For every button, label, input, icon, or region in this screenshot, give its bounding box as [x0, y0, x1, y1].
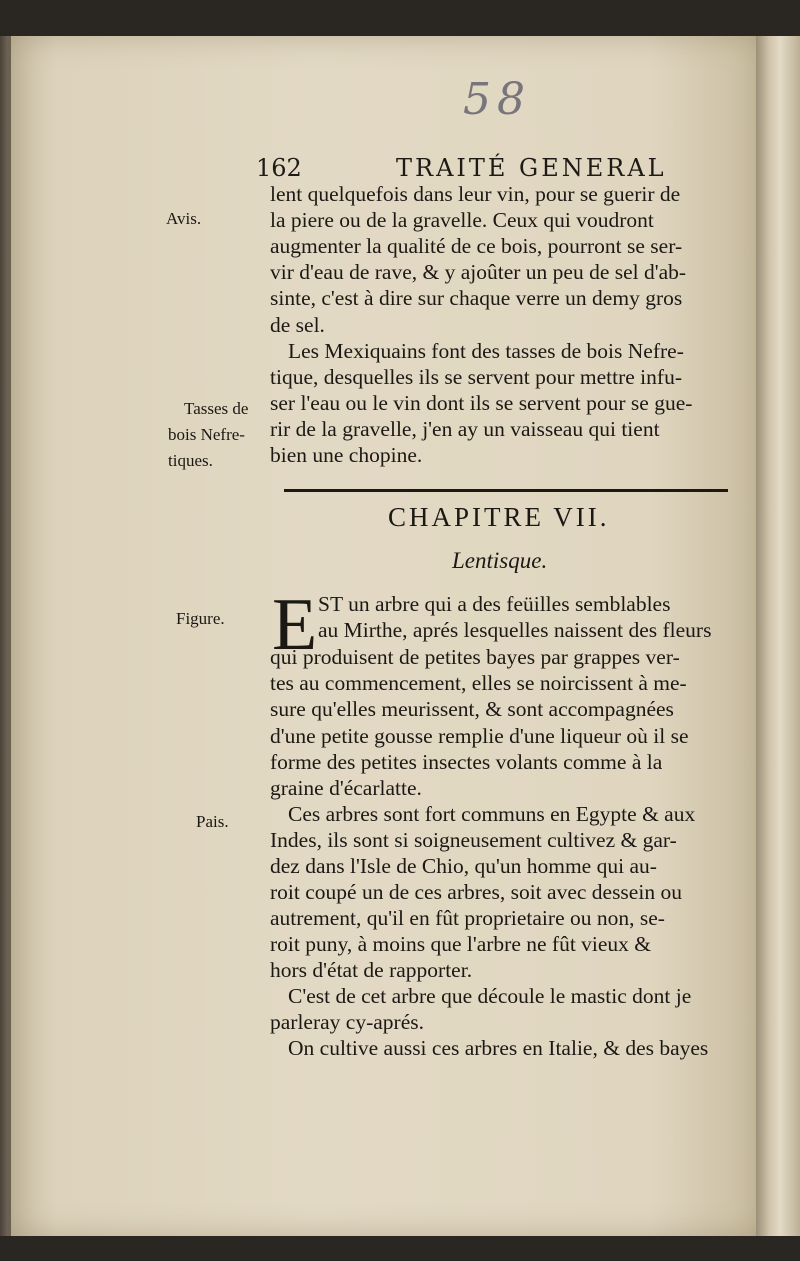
text-line: tes au commencement, elles se noircissent à me- [270, 671, 687, 695]
text-line: Indes, ils sont si soigneusement cultivez & gar- [270, 828, 677, 852]
text-line: roit puny, à moins que l'arbre ne fût vieux & [270, 932, 652, 956]
chapter-title: CHAPITRE VII. [388, 502, 610, 532]
text-line: tique, desquelles ils se servent pour mettre infu- [270, 365, 682, 389]
text-line: sinte, c'est à dire sur chaque verre un demy gros [270, 286, 683, 310]
section-rule [284, 489, 728, 492]
text-line: roit coupé un de ces arbres, soit avec dessein ou [270, 880, 682, 904]
text-line: qui produisent de petites bayes par grappes ver- [270, 645, 680, 669]
page-number: 162 [256, 154, 302, 182]
text-line: augmenter la qualité de ce bois, pourront se ser- [270, 234, 683, 258]
handwritten-folio-number: 58 [463, 74, 531, 125]
text-line: Ces arbres sont fort communs en Egypte & aux [288, 802, 696, 826]
text-line: rir de la gravelle, j'en ay un vaisseau qui tient [270, 417, 660, 441]
margin-note: Pais. [196, 812, 229, 831]
text-line: C'est de cet arbre que découle le mastic dont je [288, 984, 692, 1008]
text-line: autrement, qu'il en fût proprietaire ou non, se- [270, 906, 665, 930]
text-line: graine d'écarlatte. [270, 776, 422, 800]
text-line: lent quelquefois dans leur vin, pour se guerir de [270, 182, 681, 206]
text-line: sure qu'elles meurissent, & sont accompagnées [270, 697, 674, 721]
text-line: de sel. [270, 313, 325, 337]
text-line: hors d'état de rapporter. [270, 958, 473, 982]
text-line: la piere ou de la gravelle. Ceux qui voudront [270, 208, 654, 232]
text-line: d'une petite gousse remplie d'une liqueur où il se [270, 724, 689, 748]
text-line: Les Mexiquains font des tasses de bois Nefre- [288, 339, 684, 363]
margin-note: Avis. [166, 209, 202, 228]
text-line: ST un arbre qui a des feüilles semblables [318, 592, 671, 616]
text-line: On cultive aussi ces arbres en Italie, & des bayes [288, 1036, 709, 1060]
text-line: forme des petites insectes volants comme à la [270, 750, 663, 774]
margin-note: bois Nefre- [168, 425, 245, 444]
text-line: bien une chopine. [270, 443, 423, 467]
drop-cap: E [272, 584, 318, 666]
margin-note: Figure. [176, 609, 225, 628]
text-line: vir d'eau de rave, & y ajoûter un peu de sel d'ab- [270, 260, 687, 284]
text-line: ser l'eau ou le vin dont ils se servent pour se gue- [270, 391, 693, 415]
margin-note: tiques. [168, 451, 213, 470]
text-line: dez dans l'Isle de Chio, qu'un homme qui au- [270, 854, 657, 878]
running-title: TRAITÉ GENERAL [396, 154, 667, 182]
text-line: parleray cy-aprés. [270, 1010, 424, 1034]
text-line: au Mirthe, aprés lesquelles naissent des fleurs [318, 618, 712, 642]
margin-note: Tasses de [184, 399, 249, 418]
chapter-subtitle: Lentisque. [452, 548, 548, 573]
